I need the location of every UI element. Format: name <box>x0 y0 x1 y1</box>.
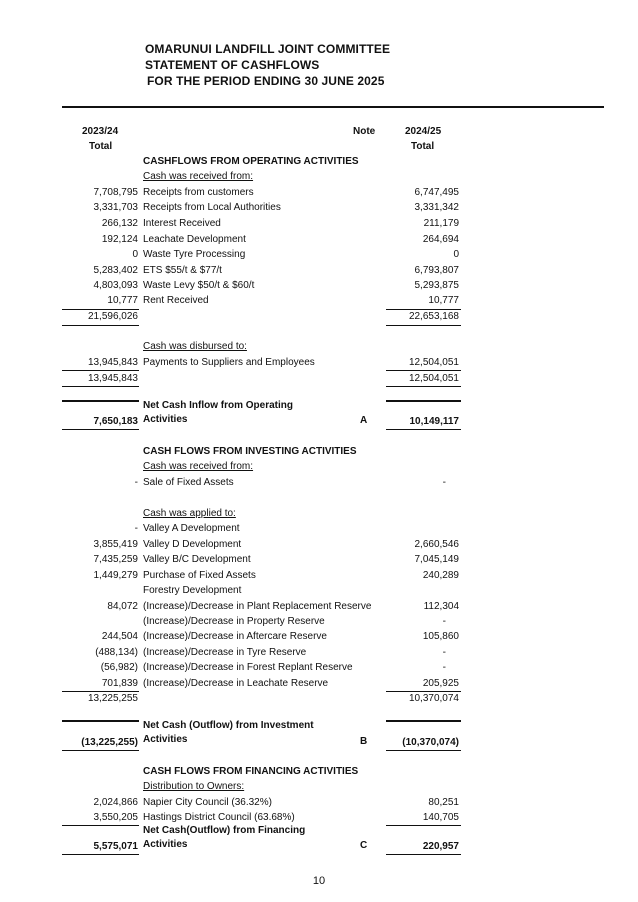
financing-net-curr: 220,957 <box>422 841 459 852</box>
row-label: Waste Tyre Processing <box>143 249 246 260</box>
net-rule-bottom-curr <box>386 429 461 430</box>
financing-dist-heading: Distribution to Owners: <box>143 781 245 792</box>
row-label: Receipts from customers <box>143 187 254 198</box>
report-title-period: FOR THE PERIOD ENDING 30 JUNE 2025 <box>147 74 385 88</box>
financing-heading: CASH FLOWS FROM FINANCING ACTIVITIES <box>143 766 359 777</box>
net-rule-top-prev <box>62 720 139 722</box>
curr-value: 6,793,807 <box>414 265 459 276</box>
financing-net-label-1: Net Cash(Outflow) from Financing <box>143 825 306 836</box>
net-rule-top-curr <box>386 400 461 402</box>
row-label: Hastings District Council (63.68%) <box>143 812 295 823</box>
curr-value: 112,304 <box>423 601 459 612</box>
prev-value: 5,283,402 <box>93 265 138 276</box>
curr-value: 211,179 <box>423 218 459 229</box>
column-curr-year: 2024/25 <box>405 126 442 137</box>
subtotal-rule-prev <box>62 309 139 310</box>
operating-received-total-curr: 22,653,168 <box>408 311 459 322</box>
curr-value: 0 <box>453 249 459 260</box>
row-label: Interest Received <box>143 218 221 229</box>
investing-total-curr: 10,370,074 <box>408 693 459 704</box>
prev-value: 84,072 <box>107 601 138 612</box>
prev-value: 701,839 <box>101 678 138 689</box>
net-rule-bottom-curr <box>386 750 461 751</box>
financing-net-label-2: Activities <box>143 839 188 850</box>
prev-value: - <box>134 523 138 534</box>
row-label: (Increase)/Decrease in Aftercare Reserve <box>143 631 327 642</box>
curr-value: 10,777 <box>428 295 459 306</box>
prev-value: 244,504 <box>101 631 138 642</box>
prev-value: (56,982) <box>100 662 138 673</box>
financing-net-prev: 5,575,071 <box>93 841 138 852</box>
curr-value: 205,925 <box>422 678 459 689</box>
curr-value: 264,694 <box>422 234 459 245</box>
subtotal-underline-curr <box>386 325 461 326</box>
subtotal-rule-prev <box>62 825 139 826</box>
financing-net-note: C <box>360 840 368 851</box>
prev-value: 7,435,259 <box>93 554 138 565</box>
row-label: Valley D Development <box>143 539 242 550</box>
subtotal-rule-curr <box>386 370 461 371</box>
prev-value: 7,708,795 <box>93 187 138 198</box>
investing-total-prev: 13,225,255 <box>87 693 138 704</box>
investing-received-heading: Cash was received from: <box>143 461 254 472</box>
row-label: (Increase)/Decrease in Leachate Reserve <box>143 678 329 689</box>
page-number: 10 <box>312 875 326 887</box>
investing-net-label-1: Net Cash (Outflow) from Investment <box>143 720 314 731</box>
net-rule-bottom-prev <box>62 854 139 855</box>
row-label: ETS $55/t & $77/t <box>143 265 222 276</box>
report-title-statement: STATEMENT OF CASHFLOWS <box>145 58 320 72</box>
subtotal-rule-curr <box>386 309 461 310</box>
row-label: Waste Levy $50/t & $60/t <box>143 280 255 291</box>
curr-value: 240,289 <box>422 570 459 581</box>
column-note: Note <box>353 126 376 137</box>
prev-value: - <box>134 477 138 488</box>
column-prev-year: 2023/24 <box>82 126 119 137</box>
prev-value: 3,855,419 <box>93 539 138 550</box>
curr-value: - <box>442 647 446 658</box>
investing-net-prev: (13,225,255) <box>81 737 138 748</box>
investing-heading: CASH FLOWS FROM INVESTING ACTIVITIES <box>143 446 357 457</box>
curr-value: 5,293,875 <box>414 280 459 291</box>
operating-heading: CASHFLOWS FROM OPERATING ACTIVITIES <box>143 156 359 167</box>
row-label: (Increase)/Decrease in Property Reserve <box>143 616 325 627</box>
operating-received-heading: Cash was received from: <box>143 171 254 182</box>
investing-applied-heading: Cash was applied to: <box>143 508 236 519</box>
prev-value: 13,945,843 <box>87 357 138 368</box>
prev-value: 192,124 <box>101 234 138 245</box>
row-label: Valley A Development <box>143 523 240 534</box>
curr-value: 6,747,495 <box>414 187 459 198</box>
net-rule-top-curr <box>386 720 461 722</box>
net-rule-bottom-prev <box>62 429 139 430</box>
curr-value: - <box>442 662 446 673</box>
curr-value: 80,251 <box>428 797 459 808</box>
subtotal-rule-curr <box>386 691 461 692</box>
row-label: Purchase of Fixed Assets <box>143 570 256 581</box>
curr-value: 7,045,149 <box>414 554 459 565</box>
curr-value: 2,660,546 <box>414 539 459 550</box>
prev-value: 4,803,093 <box>93 280 138 291</box>
operating-net-note: A <box>360 415 368 426</box>
row-label: Rent Received <box>143 295 209 306</box>
report-title-org: OMARUNUI LANDFILL JOINT COMMITTEE <box>145 42 391 56</box>
net-rule-bottom-curr <box>386 854 461 855</box>
investing-net-note: B <box>360 736 368 747</box>
curr-value: - <box>442 616 446 627</box>
prev-value: 3,550,205 <box>93 812 138 823</box>
prev-value: 3,331,703 <box>93 202 138 213</box>
row-label: Napier City Council (36.32%) <box>143 797 272 808</box>
row-label: Sale of Fixed Assets <box>143 477 234 488</box>
curr-value: 105,860 <box>422 631 459 642</box>
curr-value: 3,331,342 <box>414 202 459 213</box>
curr-value: - <box>442 477 446 488</box>
subtotal-rule-curr <box>386 825 461 826</box>
prev-value: 1,449,279 <box>93 570 138 581</box>
row-label: Leachate Development <box>143 234 246 245</box>
operating-net-label-1: Net Cash Inflow from Operating <box>143 400 294 411</box>
row-label: (Increase)/Decrease in Forest Replant Reserve <box>143 662 353 673</box>
column-prev-total: Total <box>89 141 113 152</box>
prev-value: 266,132 <box>101 218 138 229</box>
curr-value: 12,504,051 <box>408 357 459 368</box>
investing-net-curr: (10,370,074) <box>402 737 459 748</box>
prev-value: 2,024,866 <box>93 797 138 808</box>
subtotal-underline-prev <box>62 325 139 326</box>
subtotal-underline-prev <box>62 386 139 387</box>
row-label: Receipts from Local Authorities <box>143 202 281 213</box>
net-rule-bottom-prev <box>62 750 139 751</box>
subtotal-rule-prev <box>62 370 139 371</box>
operating-disbursed-heading: Cash was disbursed to: <box>143 341 247 352</box>
column-curr-total: Total <box>411 141 435 152</box>
operating-disbursed-total-curr: 12,504,051 <box>408 373 459 384</box>
operating-net-label-2: Activities <box>143 414 188 425</box>
prev-value: 10,777 <box>107 295 138 306</box>
row-label: Valley B/C Development <box>143 554 251 565</box>
subtotal-underline-curr <box>386 386 461 387</box>
curr-value: 140,705 <box>422 812 459 823</box>
prev-value: (488,134) <box>95 647 138 658</box>
header-rule <box>62 106 604 108</box>
row-label: (Increase)/Decrease in Tyre Reserve <box>143 647 307 658</box>
net-rule-top-prev <box>62 400 139 402</box>
operating-disbursed-total-prev: 13,945,843 <box>87 373 138 384</box>
row-label: (Increase)/Decrease in Plant Replacement Reserve <box>143 601 372 612</box>
row-label: Forestry Development <box>143 585 242 596</box>
prev-value: 0 <box>132 249 138 260</box>
operating-net-curr: 10,149,117 <box>409 416 459 427</box>
subtotal-rule-prev <box>62 691 139 692</box>
row-label: Payments to Suppliers and Employees <box>143 357 315 368</box>
investing-net-label-2: Activities <box>143 734 188 745</box>
operating-received-total-prev: 21,596,026 <box>87 311 138 322</box>
operating-net-prev: 7,650,183 <box>93 416 138 427</box>
